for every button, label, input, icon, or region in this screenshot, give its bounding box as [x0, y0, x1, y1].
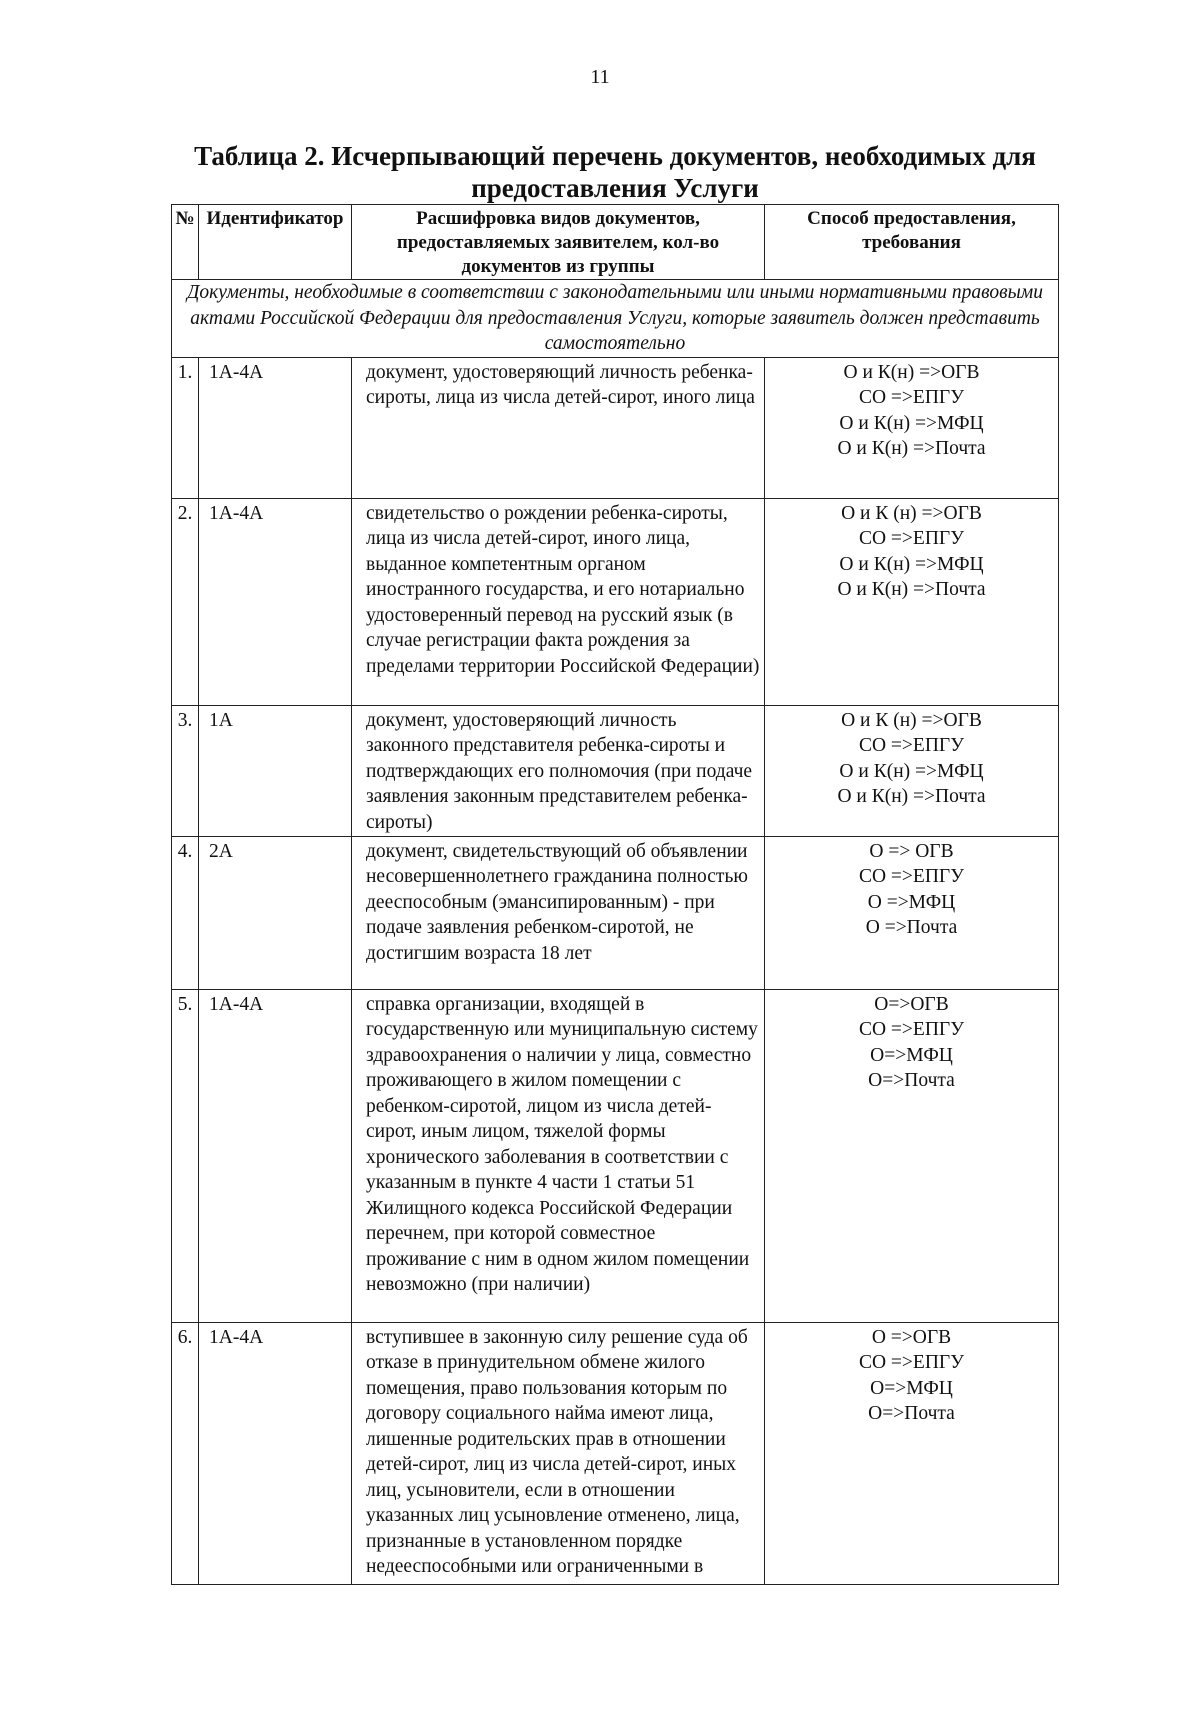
method-item: О=>МФЦ	[870, 1377, 953, 1399]
header-method: Способ предоставления, требования	[765, 205, 1059, 280]
header-description: Расшифровка видов документов, предоставляемых заявителем, кол-во документов из группы	[352, 205, 765, 280]
method-item: О и К (н) =>ОГВ	[841, 709, 982, 731]
row-methods	[765, 705, 1059, 836]
method-item: СО =>ЕПГУ	[858, 1019, 965, 1040]
method-item: О и К(н) =>ОГВ	[843, 361, 980, 383]
method-item: О и К(н) =>Почта	[837, 438, 986, 459]
method-item: О =>Почта	[865, 917, 958, 938]
table-row	[172, 705, 1059, 836]
row-num: 2.	[172, 498, 199, 705]
table-header-row	[172, 205, 1059, 280]
method-item: О=>Почта	[868, 1070, 955, 1091]
method-item: О =>ОГВ	[871, 1326, 952, 1348]
row-description: документ, удостоверяющий личность ребенка-сироты, лица из числа детей-сирот, иного лица	[352, 357, 765, 498]
row-num: 6.	[172, 1322, 199, 1584]
method-item: О =>МФЦ	[867, 891, 956, 913]
method-item: СО =>ЕПГУ	[858, 528, 965, 549]
page-number: 11	[590, 66, 610, 88]
row-description: документ, удостоверяющий личность законного представителя ребенка-сироты и подтверждающих его полномочия (при подаче заявления законным представителем ребенка-сироты)	[352, 705, 765, 836]
row-methods	[765, 1322, 1059, 1584]
row-methods	[765, 357, 1059, 498]
method-item: СО =>ЕПГУ	[858, 387, 965, 408]
row-methods	[765, 498, 1059, 705]
row-identifier: 2А	[199, 836, 352, 989]
documents-table	[171, 204, 1059, 1585]
row-num: 3.	[172, 705, 199, 836]
method-item: О и К (н) =>ОГВ	[841, 502, 982, 524]
row-num: 1.	[172, 357, 199, 498]
table-row	[172, 989, 1059, 1322]
header-num: №	[172, 205, 199, 280]
row-description: справка организации, входящей в государственную или муниципальную систему здравоохранения о наличии у лица, совместно проживающего в жилом помещении с ребенком-сиротой, лицом из числа детей-сирот, иным лицом, тяжелой формы хронического заболевания в соответствии с указанным в пункте 4 части 1 статьи 51 Жилищного кодекса Российской Федерации перечнем, при которой совместное проживание с ним в одном жилом помещении невозможно (при наличии)	[352, 989, 765, 1322]
method-item: О и К(н) =>Почта	[837, 786, 986, 807]
method-item: О=>МФЦ	[870, 1044, 953, 1066]
header-identifier: Идентификатор	[199, 205, 352, 280]
method-item: О=>Почта	[868, 1403, 955, 1424]
page-title: Таблица 2. Исчерпывающий перечень документов, необходимых для предоставления Услуги	[194, 141, 1036, 203]
table-row	[172, 498, 1059, 705]
row-description: вступившее в законную силу решение суда об отказе в принудительном обмене жилого помещения, право пользования которым по договору социального найма имеют лица, лишенные родительских прав в отношении детей-сирот, лиц из числа детей-сирот, иных лиц, усыновители, если в отношении указанных лиц усыновление отменено, лица, признанные в установленном порядке недееспособными или ограниченными в	[352, 1322, 765, 1584]
row-description: свидетельство о рождении ребенка-сироты, лица из числа детей-сирот, иного лица, выданное компетентным органом иностранного государства, и его нотариально удостоверенный перевод на русский язык (в случае регистрации факта рождения за пределами территории Российской Федерации)	[352, 498, 765, 705]
row-methods	[765, 989, 1059, 1322]
method-item: О => ОГВ	[869, 840, 954, 862]
method-item: О и К(н) =>Почта	[837, 579, 986, 600]
method-item: О и К(н) =>МФЦ	[839, 553, 984, 575]
row-num: 5.	[172, 989, 199, 1322]
table-row	[172, 357, 1059, 498]
section-heading: Документы, необходимые в соответствии с законодательными или иными нормативными правовыми актами Российской Федерации для предоставления Услуги, которые заявитель должен представить самостоятельно	[172, 280, 1059, 358]
section-heading-row	[172, 280, 1059, 358]
method-item: СО =>ЕПГУ	[858, 866, 965, 887]
method-item: О=>ОГВ	[874, 993, 949, 1015]
row-num: 4.	[172, 836, 199, 989]
row-identifier: 1А-4А	[199, 1322, 352, 1584]
table-row	[172, 1322, 1059, 1584]
row-identifier: 1А-4А	[199, 498, 352, 705]
row-identifier: 1А-4А	[199, 989, 352, 1322]
row-identifier: 1А-4А	[199, 357, 352, 498]
table-row	[172, 836, 1059, 989]
method-item: СО =>ЕПГУ	[858, 1352, 965, 1373]
method-item: О и К(н) =>МФЦ	[839, 760, 984, 782]
method-item: О и К(н) =>МФЦ	[839, 412, 984, 434]
row-methods	[765, 836, 1059, 989]
row-identifier: 1А	[199, 705, 352, 836]
row-description: документ, свидетельствующий об объявлении несовершеннолетнего гражданина полностью дееспособным (эмансипированным) - при подаче заявления ребенком-сиротой, не достигшим возраста 18 лет	[352, 836, 765, 989]
method-item: СО =>ЕПГУ	[858, 735, 965, 756]
